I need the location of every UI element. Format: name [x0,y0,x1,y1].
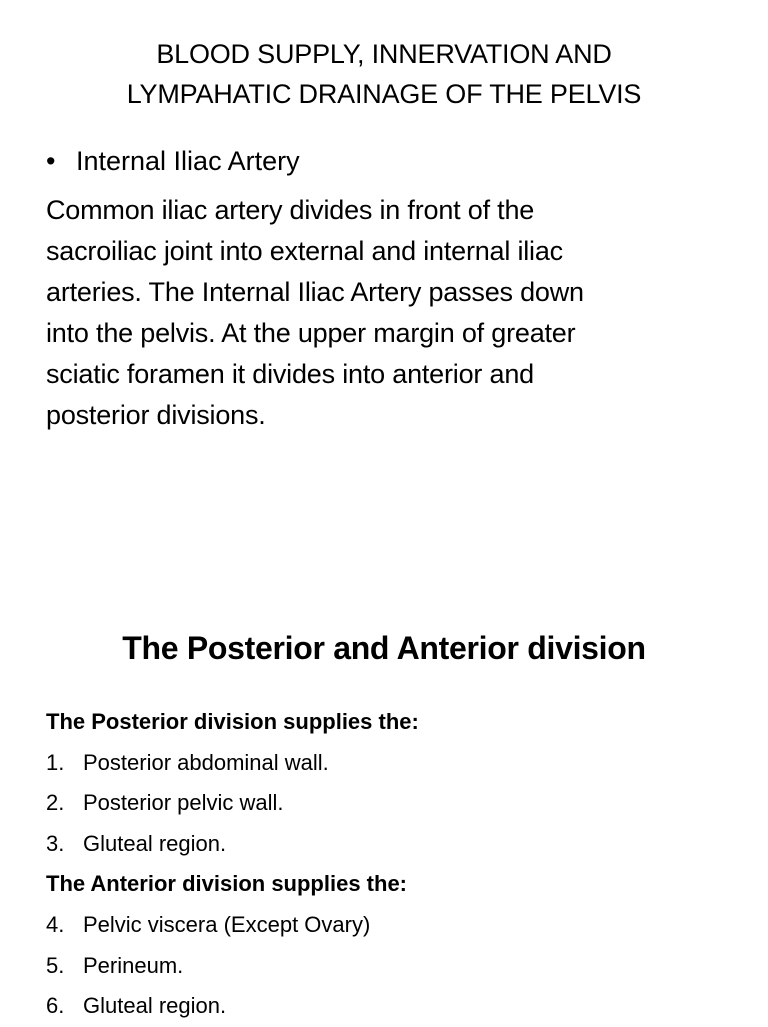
slide-1-title-line: BLOOD SUPPLY, INNERVATION AND [156,39,612,69]
slide-1-title-line: LYMPAHATIC DRAINAGE OF THE PELVIS [126,79,642,109]
list-item-text: Posterior pelvic wall. [83,790,284,816]
list-item-number: 5. [46,952,65,978]
list-item [46,824,736,865]
division-list [46,702,736,1027]
list-item-text: Posterior abdominal wall. [83,749,329,775]
paragraph-line: arteries. The Internal Iliac Artery passes down [46,277,584,307]
paragraph-line: sciatic foramen it divides into anterior and [46,359,534,389]
paragraph-line: sacroiliac joint into external and internal iliac [46,236,563,266]
paragraph-line: Common iliac artery divides in front of the [46,195,535,225]
list-item-text: Gluteal region. [83,993,227,1019]
bullet-text: Internal Iliac Artery [76,146,300,176]
list-item-text: Perineum. [83,952,184,978]
slide-1-title [40,34,728,114]
list-item-number: 4. [46,911,65,937]
slide-2-title: The Posterior and Anterior division [122,630,646,666]
anterior-heading: The Anterior division supplies the: [46,871,408,897]
bullet-icon: • [46,146,56,176]
list-item-number: 3. [46,830,65,856]
list-item [46,946,736,987]
list-item [46,905,736,946]
list-item-text: Pelvic viscera (Except Ovary) [83,911,371,937]
bullet-item [46,143,300,179]
list-item-number: 6. [46,993,65,1019]
list-item-text: Gluteal region. [83,830,227,856]
paragraph-line: into the pelvis. At the upper margin of greater [46,318,576,348]
list-item-number: 2. [46,790,65,816]
list-item [46,743,736,784]
list-item [46,986,736,1027]
list-item [46,783,736,824]
slide-2 [0,600,768,1024]
paragraph-line: posterior divisions. [46,400,266,430]
body-paragraph [46,190,736,436]
posterior-heading: The Posterior division supplies the: [46,709,419,734]
list-item-number: 1. [46,749,65,775]
